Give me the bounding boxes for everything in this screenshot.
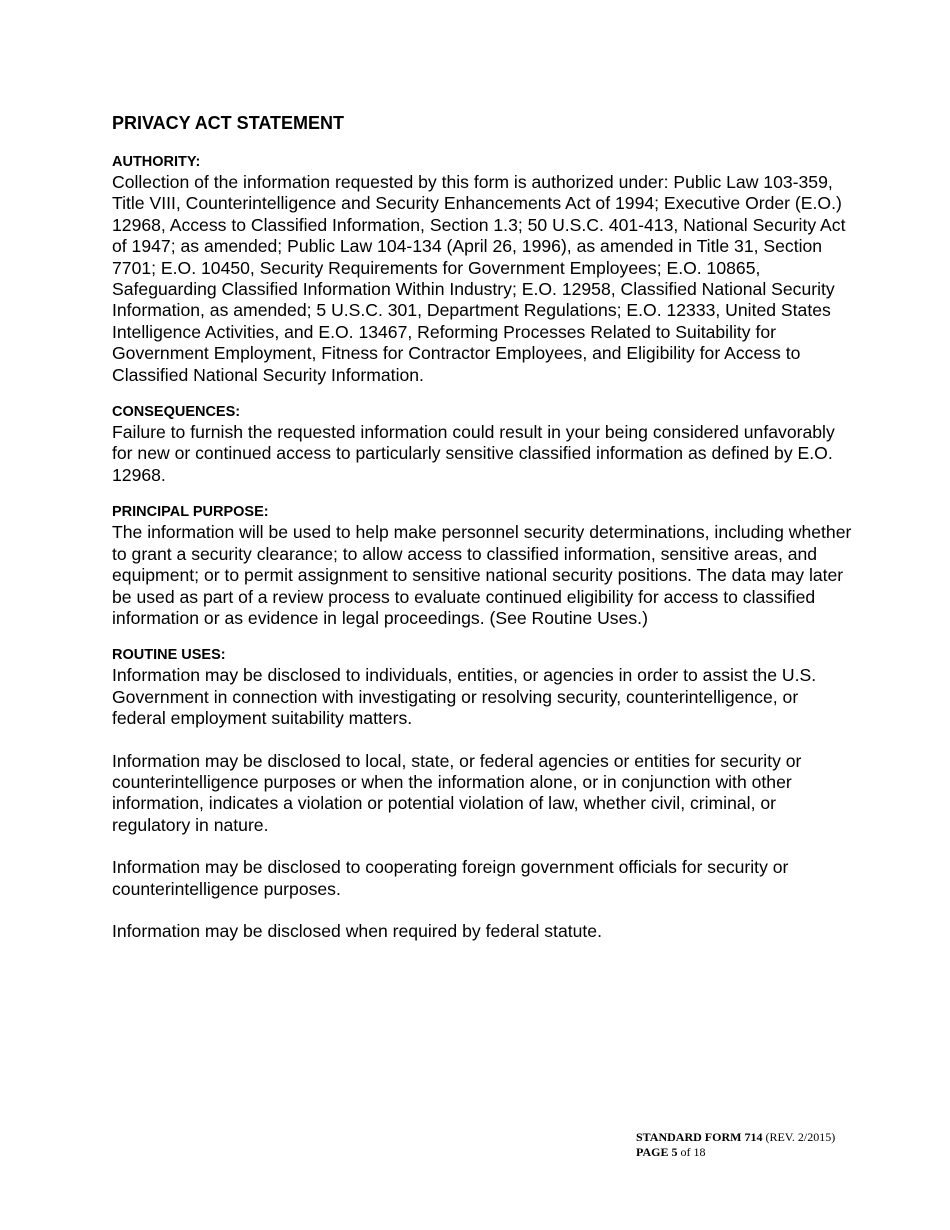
routine-uses-paragraph: Information may be disclosed to cooperating foreign government officials for security or counterintelligence purposes. [112,857,789,899]
page-label: PAGE 5 [636,1145,678,1159]
form-revision: (REV. 2/2015) [765,1130,836,1144]
page-number [636,1145,835,1160]
principal-purpose-section [112,504,852,629]
routine-uses-paragraph: Information may be disclosed to local, state, or federal agencies or entities for security or counterintelligence purposes or when the information alone, or in conjunction with other information, indicates a violation or potential violation of law, whether civil, criminal, or regulatory in nature. [112,750,802,835]
privacy-act-statement [112,111,852,960]
form-name: STANDARD FORM 714 [636,1130,763,1144]
routine-uses-heading: ROUTINE USES: [112,647,226,664]
routine-uses-paragraph: Information may be disclosed when required by federal statute. [112,920,602,941]
form-footer [636,1130,835,1160]
consequences-heading: CONSEQUENCES: [112,404,241,421]
routine-uses-paragraph: Information may be disclosed to individuals, entities, or agencies in order to assist the U.S. Government in connection with investigating or resolving security, counterintelligence, or federal employment suitability matters. [112,665,817,729]
page-title: PRIVACY ACT STATEMENT [112,113,345,133]
authority-heading: AUTHORITY: [112,154,201,170]
authority-text: Collection of the information requested by this form is authorized under: Public Law 103-359, Title VIII, Counterintelligence and Security Enhancements Act of 1994; Executive Order (E.O.) 12968, Access to Classified Information, Section 1.3; 50 U.S.C. 401-413, National Security Act of 1947; as amended; Public Law 104-134 (April 26, 1996), as amended in Title 31, Section 7701; E.O. 10450, Security Requirements for Government Employees; E.O. 10865, Safeguarding Classified Information Within Industry; E.O. 12958, Classified National Security Information, as amended; 5 U.S.C. 301, Department Regulations; E.O. 12333, United States Intelligence Activities, and E.O. 13467, Reforming Processes Related to Suitability for Government Employment, Fitness for Contractor Employees, and Eligibility for Access to Classified National Security Information. [112,172,846,385]
consequences-section [112,404,852,486]
routine-uses-section [112,647,852,942]
page-total: of 18 [680,1145,706,1159]
consequences-text: Failure to furnish the requested information could result in your being considered unfavorably for new or continued access to particularly sensitive classified information as defined by E.O. 12968. [112,422,835,485]
principal-purpose-text: The information will be used to help make personnel security determinations, including whether to grant a security clearance; to allow access to classified information, sensitive areas, and equipment; or to permit assignment to sensitive national security positions. The data may later be used as part of a review process to evaluate continued eligibility for access to classified information or as evidence in legal proceedings. (See Routine Uses.) [112,522,852,628]
form-identifier [636,1130,835,1145]
principal-purpose-heading: PRINCIPAL PURPOSE: [112,504,269,521]
authority-section [112,154,852,386]
